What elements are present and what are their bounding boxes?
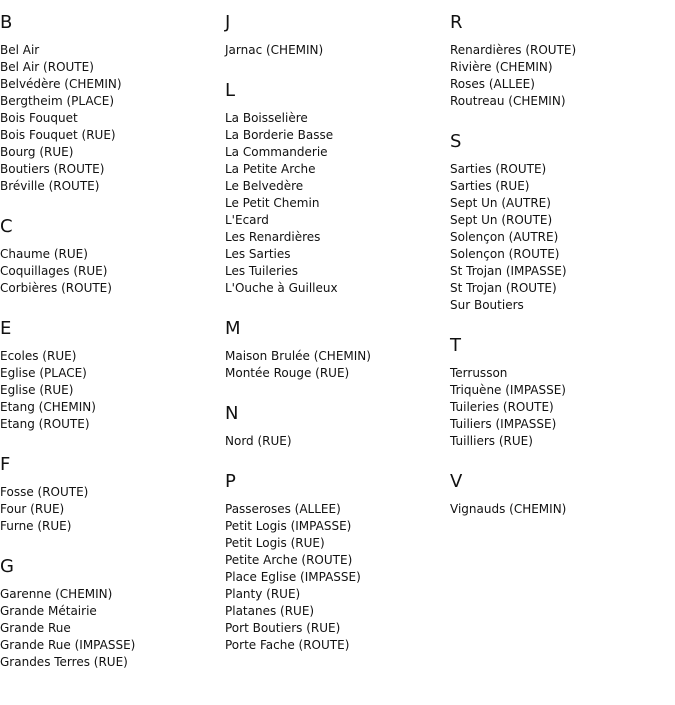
street-list	[450, 34, 675, 110]
street-list	[450, 357, 675, 450]
letter-group	[225, 59, 450, 297]
street-link[interactable]: Grande Métairie	[0, 604, 97, 618]
street-link[interactable]: Passeroses (ALLEE)	[225, 502, 341, 516]
letter-group	[225, 297, 450, 382]
street-list	[0, 34, 225, 195]
letter-heading: N	[225, 403, 239, 424]
street-link[interactable]: Tuileries (ROUTE)	[450, 400, 554, 414]
letter-group	[225, 0, 450, 59]
street-link[interactable]: Solençon (ROUTE)	[450, 247, 560, 261]
street-link[interactable]: Maison Brulée (CHEMIN)	[225, 349, 371, 363]
letter-group	[450, 314, 675, 450]
street-list	[225, 493, 450, 654]
street-link[interactable]: L'Ouche à Guilleux	[225, 281, 338, 295]
letter-group	[0, 433, 225, 535]
street-link[interactable]: Triquène (IMPASSE)	[450, 383, 566, 397]
letter-group	[225, 450, 450, 654]
street-link[interactable]: Le Petit Chemin	[225, 196, 320, 210]
street-link[interactable]: Coquillages (RUE)	[0, 264, 108, 278]
letter-heading: C	[0, 216, 13, 237]
street-link[interactable]: Bergtheim (PLACE)	[0, 94, 115, 108]
street-link[interactable]: Sept Un (AUTRE)	[450, 196, 551, 210]
street-link[interactable]: St Trojan (IMPASSE)	[450, 264, 567, 278]
street-link[interactable]: St Trojan (ROUTE)	[450, 281, 557, 295]
letter-heading: V	[450, 471, 463, 492]
street-list	[0, 476, 225, 535]
street-list	[0, 340, 225, 433]
street-link[interactable]: Boutiers (ROUTE)	[0, 162, 105, 176]
street-link[interactable]: Sur Boutiers	[450, 298, 524, 312]
letter-heading: E	[0, 318, 12, 339]
street-link[interactable]: Furne (RUE)	[0, 519, 72, 533]
street-link[interactable]: Four (RUE)	[0, 502, 65, 516]
street-link[interactable]: Petit Logis (IMPASSE)	[225, 519, 352, 533]
street-link[interactable]: Place Eglise (IMPASSE)	[225, 570, 361, 584]
street-column	[450, 0, 675, 518]
letter-group	[450, 0, 675, 110]
street-link[interactable]: Renardières (ROUTE)	[450, 43, 577, 57]
letter-group	[450, 450, 675, 518]
street-link[interactable]: Les Renardières	[225, 230, 321, 244]
street-link[interactable]: Platanes (RUE)	[225, 604, 315, 618]
street-link[interactable]: Sarties (ROUTE)	[450, 162, 547, 176]
letter-group	[0, 195, 225, 297]
street-list	[225, 34, 450, 59]
street-link[interactable]: Sarties (RUE)	[450, 179, 530, 193]
street-link[interactable]: La Boisselière	[225, 111, 308, 125]
letter-group	[450, 110, 675, 314]
street-link[interactable]: Jarnac (CHEMIN)	[225, 43, 324, 57]
street-link[interactable]: Eglise (PLACE)	[0, 366, 87, 380]
letter-group	[0, 535, 225, 671]
street-link[interactable]: Les Tuileries	[225, 264, 298, 278]
street-link[interactable]: La Borderie Basse	[225, 128, 334, 142]
street-list	[450, 153, 675, 314]
letter-heading: B	[0, 12, 13, 33]
street-link[interactable]: Etang (CHEMIN)	[0, 400, 96, 414]
street-link[interactable]: Fosse (ROUTE)	[0, 485, 89, 499]
street-list	[225, 340, 450, 382]
street-link[interactable]: Petite Arche (ROUTE)	[225, 553, 353, 567]
street-link[interactable]: Belvédère (CHEMIN)	[0, 77, 122, 91]
street-link[interactable]: Grande Rue (IMPASSE)	[0, 638, 136, 652]
street-link[interactable]: Petit Logis (RUE)	[225, 536, 325, 550]
street-link[interactable]: Ecoles (RUE)	[0, 349, 77, 363]
street-link[interactable]: Chaume (RUE)	[0, 247, 88, 261]
street-link[interactable]: Rivière (CHEMIN)	[450, 60, 553, 74]
street-link[interactable]: Tuiliers (IMPASSE)	[450, 417, 557, 431]
street-link[interactable]: Bois Fouquet	[0, 111, 78, 125]
street-link[interactable]: Le Belvedère	[225, 179, 304, 193]
street-link[interactable]: Tuilliers (RUE)	[450, 434, 533, 448]
street-link[interactable]: Corbières (ROUTE)	[0, 281, 112, 295]
street-link[interactable]: Bois Fouquet (RUE)	[0, 128, 116, 142]
letter-group	[0, 297, 225, 433]
street-list	[0, 578, 225, 671]
street-link[interactable]: Bréville (ROUTE)	[0, 179, 100, 193]
street-link[interactable]: Grandes Terres (RUE)	[0, 655, 128, 669]
street-link[interactable]: Vignauds (CHEMIN)	[450, 502, 567, 516]
street-list	[0, 238, 225, 297]
street-link[interactable]: Garenne (CHEMIN)	[0, 587, 113, 601]
street-link[interactable]: Port Boutiers (RUE)	[225, 621, 341, 635]
letter-heading: S	[450, 131, 462, 152]
street-list	[225, 102, 450, 297]
letter-group	[0, 0, 225, 195]
letter-heading: P	[225, 471, 236, 492]
letter-heading: L	[225, 80, 236, 101]
street-column	[0, 0, 225, 671]
street-link[interactable]: Bourg (RUE)	[0, 145, 74, 159]
street-link[interactable]: Les Sarties	[225, 247, 291, 261]
street-link[interactable]: Bel Air	[0, 43, 40, 57]
street-link[interactable]: La Petite Arche	[225, 162, 316, 176]
letter-heading: J	[225, 12, 231, 33]
letter-heading: G	[0, 556, 14, 577]
street-link[interactable]: Eglise (RUE)	[0, 383, 74, 397]
street-link[interactable]: Porte Fache (ROUTE)	[225, 638, 350, 652]
letter-heading: M	[225, 318, 241, 339]
letter-group	[225, 382, 450, 450]
street-link[interactable]: Routreau (CHEMIN)	[450, 94, 566, 108]
street-link[interactable]: Solençon (AUTRE)	[450, 230, 559, 244]
street-link[interactable]: L'Ecard	[225, 213, 269, 227]
letter-heading: F	[0, 454, 11, 475]
street-link[interactable]: Etang (ROUTE)	[0, 417, 90, 431]
street-link[interactable]: Grande Rue	[0, 621, 71, 635]
letter-heading: R	[450, 12, 463, 33]
street-link[interactable]: Montée Rouge (RUE)	[225, 366, 350, 380]
street-column	[225, 0, 450, 654]
street-link[interactable]: Bel Air (ROUTE)	[0, 60, 94, 74]
street-link[interactable]: Roses (ALLEE)	[450, 77, 535, 91]
street-list	[450, 493, 675, 518]
street-link[interactable]: Sept Un (ROUTE)	[450, 213, 553, 227]
street-link[interactable]: Nord (RUE)	[225, 434, 292, 448]
letter-heading: T	[450, 335, 461, 356]
street-list	[225, 425, 450, 450]
street-link[interactable]: La Commanderie	[225, 145, 328, 159]
street-link[interactable]: Planty (RUE)	[225, 587, 301, 601]
street-link[interactable]: Terrusson	[450, 366, 508, 380]
